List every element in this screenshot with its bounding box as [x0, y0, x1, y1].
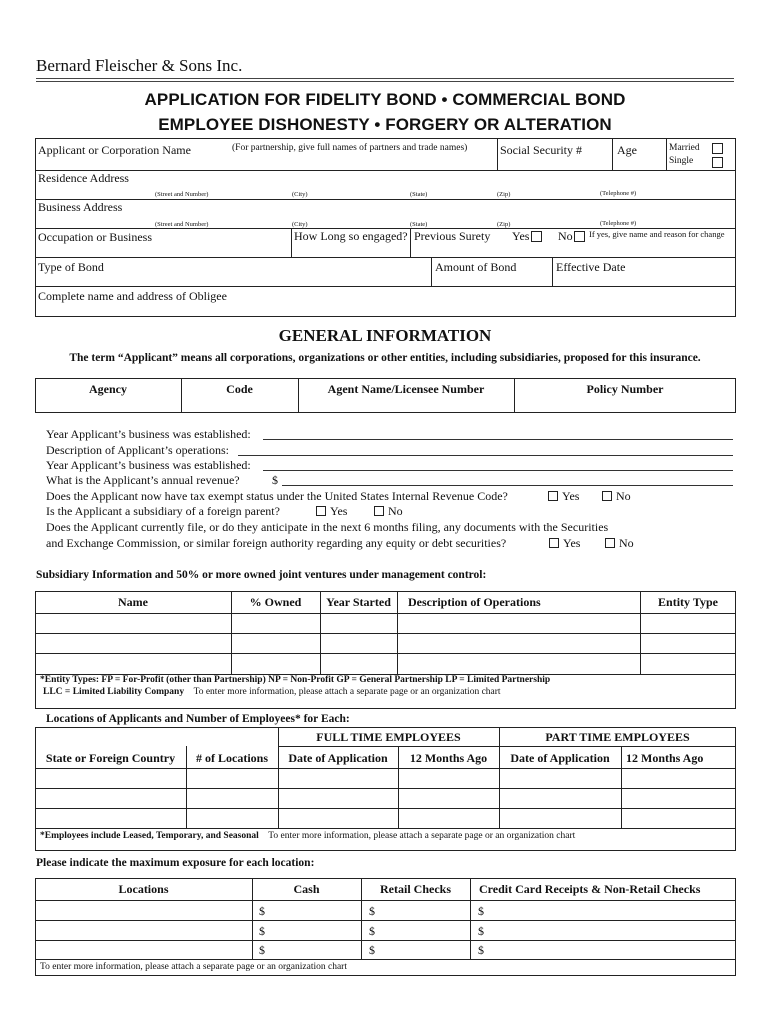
no-label: No [619, 536, 634, 550]
divider [552, 257, 553, 286]
state-country-header: State or Foreign Country [45, 751, 176, 765]
sec-filing-no[interactable] [605, 536, 634, 551]
state-hint: (State) [410, 191, 428, 198]
cash-currency: $ [259, 924, 265, 938]
llc-note [43, 687, 501, 697]
credit-currency: $ [478, 943, 484, 957]
cash-currency: $ [259, 904, 265, 918]
row-line [35, 286, 736, 287]
divider [621, 746, 622, 828]
type-of-bond-label: Type of Bond [38, 260, 104, 274]
year-established-field-2[interactable] [263, 470, 733, 471]
exposure-attach-note: To enter more information, please attach a separate page or an organization chart [40, 962, 347, 972]
sec-filing-question-line-1: Does the Applicant currently file, or do they anticipate in the next 6 months filing, any documents with the Securities [46, 520, 609, 534]
zip-hint: (Zip) [497, 221, 511, 228]
city-hint: (City) [292, 191, 308, 198]
row-line [35, 613, 736, 614]
description-header: Description of Operations [408, 595, 541, 609]
divider [291, 228, 292, 257]
form-title-line-2: EMPLOYEE DISHONESTY • FORGERY OR ALTERATION [158, 115, 612, 134]
no-label: No [388, 504, 403, 518]
pt-date-application-header: Date of Application [510, 751, 610, 765]
row-line [35, 920, 736, 921]
surety-yes-checkbox[interactable] [531, 231, 542, 242]
operations-description-field[interactable] [238, 455, 733, 456]
street-hint: (Street and Number) [155, 221, 209, 228]
credit-card-header: Credit Card Receipts & Non-Retail Checks [479, 882, 701, 896]
retail-currency: $ [369, 904, 375, 918]
retail-checks-header: Retail Checks [380, 882, 451, 896]
divider [470, 878, 471, 959]
surety-yes-label: Yes [512, 229, 530, 243]
row-line [35, 257, 736, 258]
retail-currency: $ [369, 924, 375, 938]
city-hint: (City) [292, 221, 308, 228]
code-header: Code [226, 382, 253, 396]
pt-12-months-header: 12 Months Ago [626, 751, 704, 765]
foreign-parent-yes-checkbox[interactable] [316, 506, 326, 516]
yes-label: Yes [562, 489, 580, 503]
form-title-line-1: APPLICATION FOR FIDELITY BOND • COMMERCIAL BOND [144, 90, 626, 109]
agent-name-header: Agent Name/Licensee Number [327, 382, 485, 396]
num-locations-header: # of Locations [196, 751, 268, 765]
annual-revenue-field[interactable] [282, 485, 733, 486]
general-information-heading: GENERAL INFORMATION [278, 326, 492, 345]
previous-surety-label: Previous Surety [414, 229, 491, 243]
year-started-header: Year Started [326, 595, 391, 609]
telephone-hint: (Telephone #) [600, 220, 637, 227]
foreign-parent-question: Is the Applicant a subsidiary of a foreign parent? [46, 504, 280, 518]
divider [410, 228, 411, 257]
yes-label: Yes [330, 504, 348, 518]
retail-currency: $ [369, 943, 375, 957]
zip-hint: (Zip) [497, 191, 511, 198]
tax-exempt-no[interactable] [602, 489, 631, 504]
full-time-header: FULL TIME EMPLOYEES [316, 730, 461, 744]
exposure-heading: Please indicate the maximum exposure for each location: [36, 857, 315, 869]
sec-filing-yes-checkbox[interactable] [549, 538, 559, 548]
locations-heading: Locations of Applicants and Number of Employees* for Each: [46, 713, 350, 725]
locations-header: Locations [118, 882, 169, 896]
revenue-currency: $ [272, 473, 278, 487]
surety-no-checkbox[interactable] [574, 231, 585, 242]
employees-note [40, 831, 575, 841]
ft-date-application-header: Date of Application [288, 751, 388, 765]
row-line [35, 633, 736, 634]
applicant-term-note: The term “Applicant” means all corporations, organizations or other entities, including subsidiaries, proposed for this insurance. [69, 352, 701, 364]
married-label: Married [669, 143, 700, 153]
row-line [35, 828, 736, 829]
row-line [35, 199, 736, 200]
ft-12-months-header: 12 Months Ago [409, 751, 488, 765]
part-time-header: PART TIME EMPLOYEES [545, 730, 690, 744]
entity-types-note: *Entity Types: FP = For-Profit (other than Partnership) NP = Non-Profit GP = General Partnership LP = Limited Partnership [40, 675, 551, 685]
sec-filing-no-checkbox[interactable] [605, 538, 615, 548]
employees-note-bold: *Employees include Leased, Temporary, and Seasonal [40, 831, 259, 841]
tax-exempt-yes-checkbox[interactable] [548, 491, 558, 501]
percent-owned-header: % Owned [249, 595, 302, 609]
header-rule-2 [36, 81, 734, 82]
surety-no-label: No [558, 229, 573, 243]
divider [666, 138, 667, 171]
amount-of-bond-label: Amount of Bond [435, 260, 517, 274]
company-name: Bernard Fleischer & Sons Inc. [36, 56, 243, 75]
partnership-note: (For partnership, give full names of partners and trade names) [232, 143, 468, 153]
llc-definition: LLC = Limited Liability Company [43, 687, 185, 697]
tax-exempt-no-checkbox[interactable] [602, 491, 612, 501]
applicant-name-label: Applicant or Corporation Name [38, 143, 191, 157]
row-line [35, 808, 736, 809]
row-line [35, 768, 736, 769]
entity-type-header: Entity Type [658, 595, 718, 609]
name-header: Name [118, 595, 148, 609]
telephone-hint: (Telephone #) [600, 190, 637, 197]
no-label: No [616, 489, 631, 503]
foreign-parent-no[interactable] [374, 504, 403, 519]
ssn-label: Social Security # [500, 143, 582, 157]
subsidiary-heading: Subsidiary Information and 50% or more owned joint ventures under management control: [36, 569, 487, 581]
residence-address-label: Residence Address [38, 171, 129, 185]
effective-date-label: Effective Date [556, 260, 626, 274]
divider [612, 138, 613, 171]
cash-currency: $ [259, 943, 265, 957]
tax-exempt-yes[interactable] [548, 489, 579, 504]
attach-page-note: To enter more information, please attach a separate page or an organization chart [268, 831, 576, 841]
sec-filing-yes[interactable] [549, 536, 580, 551]
married-checkbox[interactable] [712, 143, 723, 154]
attach-page-note: To enter more information, please attach a separate page or an organization chart [193, 687, 501, 697]
credit-currency: $ [478, 904, 484, 918]
state-hint: (State) [410, 221, 428, 228]
sec-filing-question-line-2: and Exchange Commission, or similar foreign authority regarding any equity or debt securities? [46, 536, 507, 550]
year-established-question: Year Applicant’s business was established: [46, 427, 251, 441]
obligee-label: Complete name and address of Obligee [38, 289, 227, 303]
annual-revenue-question: What is the Applicant’s annual revenue? [46, 473, 240, 487]
row-line [35, 788, 736, 789]
agency-header: Agency [89, 382, 127, 396]
divider [431, 257, 432, 286]
header-rule [36, 78, 734, 79]
age-label: Age [617, 143, 637, 157]
business-address-label: Business Address [38, 200, 123, 214]
row-line [35, 959, 736, 960]
foreign-parent-yes[interactable] [316, 504, 347, 519]
how-long-label: How Long so engaged? [294, 229, 408, 243]
if-yes-note: If yes, give name and reason for change [589, 229, 725, 239]
row-line [35, 900, 736, 901]
row-line [35, 653, 736, 654]
policy-number-header: Policy Number [586, 382, 664, 396]
cash-header: Cash [293, 882, 320, 896]
foreign-parent-no-checkbox[interactable] [374, 506, 384, 516]
street-hint: (Street and Number) [155, 191, 209, 198]
year-established-question-2: Year Applicant’s business was established: [46, 458, 251, 472]
yes-label: Yes [563, 536, 581, 550]
row-line [35, 940, 736, 941]
operations-description-question: Description of Applicant’s operations: [46, 443, 229, 457]
tax-exempt-question: Does the Applicant now have tax exempt status under the United States Internal Revenue Code? [46, 489, 508, 503]
row-line [35, 170, 736, 171]
single-label: Single [669, 156, 694, 166]
divider [497, 138, 498, 171]
occupation-label: Occupation or Business [38, 230, 152, 244]
single-checkbox[interactable] [712, 157, 723, 168]
credit-currency: $ [478, 924, 484, 938]
row-line [278, 746, 736, 747]
year-established-field[interactable] [263, 439, 733, 440]
